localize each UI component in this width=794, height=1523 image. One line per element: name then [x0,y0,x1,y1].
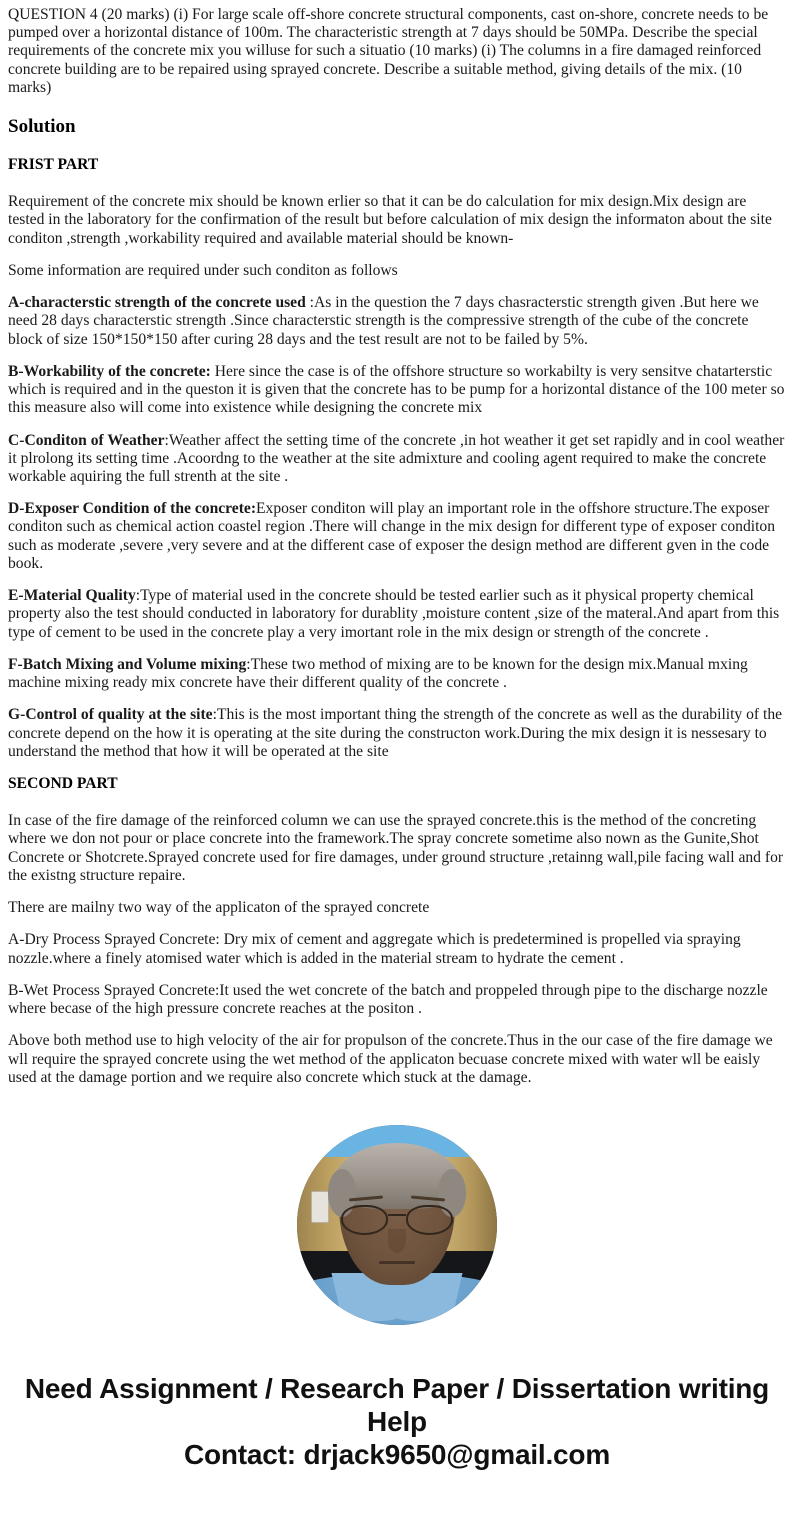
factor-item-g-body: :This is the most important thing the strength of the concrete as well as the durability of the concrete depend on the how it is operating at the site during the constructon work.During the mix design it is nessesary to understand the method that how it will be operated at the site [8,706,783,760]
avatar-lens-left [341,1205,388,1235]
avatar-glasses-bridge [388,1214,406,1216]
avatar-container [8,1125,786,1325]
factor-item-c-label: C-Conditon of Weather [8,431,165,449]
avatar-wall-switch [311,1191,329,1223]
factor-item-d-label: D-Exposer Condition of the concrete: [8,500,257,518]
factor-item-f-body: :These two method of mixing are to be known for the design mix.Manual mxing machine mixing ready mix concrete have their different quality of the concrete . [8,655,748,692]
factor-item-a-body: :As in the question the 7 days chasracterstic strength given .But here we need 28 days characterstic strength .Since characterstic strength is the compressive strength of the cube of the concrete block of size 150*150*150 after curing 28 days and the test result are not to be failed by 5%. [8,294,759,348]
factor-item-f-label: F-Batch Mixing and Volume mixing [8,655,247,673]
factor-item-b [8,363,786,418]
avatar-mouth [379,1261,415,1264]
factor-item-d-body: Exposer conditon will play an important role in the offshore structure.The exposer conditon such as chemical action coastel region .There will change in the mix design for different type of exposer conditon such as moderate ,severe ,very severe and at the different case of exposer the design method are different gven in the code book. [8,500,776,572]
footer-promo-line: Need Assignment / Research Paper / Dissertation writing Help [24,1373,770,1437]
factor-item-e-label: E-Material Quality [8,587,136,605]
factor-item-g-label: G-Control of quality at the site [8,706,213,724]
avatar-nose [388,1229,406,1253]
solution-heading: Solution [8,116,76,138]
avatar-lens-right [406,1205,453,1235]
question-text: QUESTION 4 (20 marks) (i) For large scale off-shore concrete structural components, cast on-shore, concrete needs to be pumped over a horizontal distance of 100m. The characteristic strength at 7 days should be 50MPa. Describe the special requirements of the concrete mix you willuse for such a situatio (10 marks) (i) The columns in a fire damaged reinforced concrete building are to be repaired using sprayed concrete. Describe a suitable method, giving details of the mix. (10 marks) [8,6,769,96]
conclusion-paragraph: Above both method use to high velocity of the air for propulson of the concrete.Thus in the our case of the fire damage we wll require the sprayed concrete using the wet method of the applicaton becuase concrete mixed with water wll be eaisly used at the damage portion and we require also concrete which stuck at the damage. [8,1032,773,1086]
factor-item-b-label: B-Workability of the concrete: [8,362,211,380]
first-part-heading: FRIST PART [8,156,99,174]
second-part-paragraph-1: In case of the fire damage of the reinforced column we can use the sprayed concrete.this is the method of the concreting where we don not pour or place concrete into the framework.The spray concrete sometime also nown as the Gunite,Shot Concrete or Shotcrete.Sprayed concrete used for fire damages, under ground structure ,retainng wall,pile facing wall and for the existng structure repaire. [8,812,784,884]
first-part-intro: Requirement of the concrete mix should be known erlier so that it can be do calculation for mix design.Mix design are tested in the laboratory for the confirmation of the result but before calculation of mix design the informaton about the site conditon ,strength ,workability required and available material should be known- [8,193,772,247]
footer-contact-line: Contact: drjack9650@gmail.com [183,1438,611,1470]
factor-item-c-body: :Weather affect the setting time of the concrete ,in hot weather it get set rapidly and in cool weather it plrolong its setting time .Acoordng to the weather at the site admixture and cooling agent required to make the concrete workable aquiring the full strenth at the site . [8,431,785,486]
footer [8,1373,786,1485]
factor-item-d [8,500,786,573]
factor-item-a [8,294,786,349]
factor-item-a-label: A-characterstic strength of the concrete used [8,294,306,312]
second-part-paragraph-2: There are mailny two way of the applicaton of the sprayed concrete [8,899,430,917]
wet-process-paragraph: B-Wet Process Sprayed Concrete:It used the wet concrete of the batch and proppeled through pipe to the discharge nozzle where becase of the high pressure concrete reaches at the positon . [8,981,768,1018]
factor-item-e [8,587,786,642]
second-part-heading: SECOND PART [8,775,118,793]
factor-item-b-body: Here since the case is of the offshore structure so workabilty is very sensitve chatarterstic which is required and in the queston it is given that the concrete has to be pump for a horizontal distance of the 100 meter so this measure also will come into existence while designing the concrete mix [8,362,785,417]
factor-item-g [8,706,786,761]
avatar [297,1125,497,1325]
factor-item-c [8,432,786,487]
first-part-lead-in: Some information are required under such conditon as follows [8,261,398,279]
factor-item-e-body: :Type of material used in the concrete should be tested earlier such as it physical property chemical property also the test should conducted in laboratory for durablity ,moisture content ,size of the materal.And apart from this type of cement to be used in the concrete play a very imortant role in the mix design or strength of the concrete . [8,587,780,641]
factor-item-f [8,656,786,692]
dry-process-paragraph: A-Dry Process Sprayed Concrete: Dry mix of cement and aggregate which is predetermined is propelled via spraying nozzle.where a finely atomised water which is added in the material stream to hydrate the cement . [8,931,741,967]
